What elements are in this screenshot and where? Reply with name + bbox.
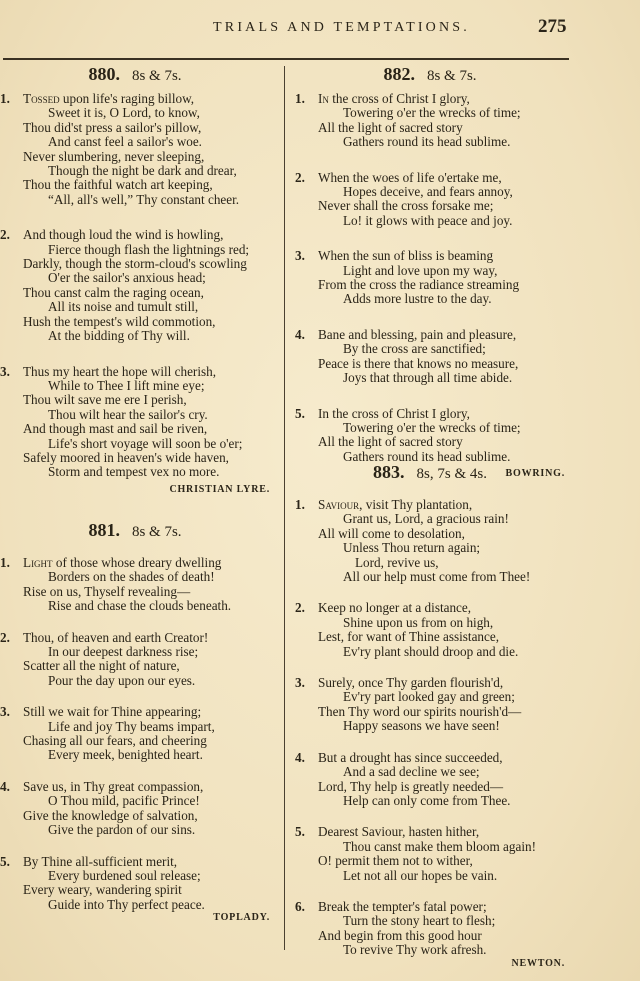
verse-line <box>0 705 270 719</box>
verse-line: Thou wilt hear the sailor's cry. <box>48 406 208 422</box>
verse-line: All the light of sacred story <box>318 434 463 450</box>
hymn-author: TOPLADY. <box>213 912 270 924</box>
line-text: Break the tempter's fatal power; <box>318 898 487 914</box>
hymn-author: CHRISTIAN LYRE. <box>169 483 270 495</box>
verse-number: 3. <box>295 248 305 264</box>
line-text: Tossed upon life's raging billow, <box>23 91 195 106</box>
verse-line: Every meek, benighted heart. <box>48 747 203 763</box>
verse <box>295 249 565 307</box>
verse <box>0 92 270 207</box>
verse-line: Ev'ry plant should droop and die. <box>343 643 519 659</box>
line-text: In the cross of Christ I glory, <box>318 405 470 421</box>
verse-line: Life's short voyage will soon be o'er; <box>48 435 243 451</box>
verse <box>295 825 565 883</box>
verse-line: Thou canst calm the raging ocean, <box>23 284 204 300</box>
verse-number: 1. <box>295 91 305 106</box>
line-text: Light of those whose dreary dwelling <box>23 555 222 570</box>
verse-line: Gathers round its head sublime. <box>343 134 511 150</box>
hymn-meter: 8s & 7s. <box>426 68 477 84</box>
hymn-number: 883. <box>373 462 405 482</box>
verse-line: Ev'ry part looked gay and green; <box>343 689 515 705</box>
verse-line <box>295 900 565 914</box>
verse <box>0 855 270 913</box>
verse-line: At the bidding of Thy will. <box>48 328 190 344</box>
column-divider <box>284 66 285 950</box>
verse-line: Pour the day upon our eyes. <box>48 672 196 688</box>
verse-line: To revive Thy work afresh. <box>343 942 487 958</box>
verse-number: 5. <box>295 824 305 840</box>
verse <box>0 631 270 689</box>
line-text: Keep no longer at a distance, <box>318 600 472 616</box>
verse-line: Light and love upon my way, <box>343 262 498 278</box>
verse-line: Shine upon us from on high, <box>343 614 494 630</box>
verse-line: Lest, for want of Thine assistance, <box>318 629 500 645</box>
verse-number: 5. <box>295 405 305 421</box>
verse-line: Rise and chase the clouds beneath. <box>48 598 232 614</box>
verse-line: Hopes deceive, and fears annoy, <box>343 184 513 200</box>
verse-line: Grant us, Lord, a gracious rain! <box>343 511 509 527</box>
hymn-882 <box>295 64 565 479</box>
verse <box>295 92 565 150</box>
verse-line: Borders on the shades of death! <box>48 569 215 585</box>
line-text: When the sun of bliss is beaming <box>318 248 494 264</box>
verse-line: And begin from this good hour <box>318 927 482 943</box>
verse-number: 4. <box>295 326 305 342</box>
verse <box>295 328 565 386</box>
verse-line <box>295 249 565 263</box>
verse-line <box>295 328 565 342</box>
verse-line: Thou did'st press a sailor's pillow, <box>23 119 202 135</box>
verse-number: 3. <box>0 363 10 379</box>
verse-line: O! permit them not to wither, <box>318 853 473 869</box>
line-text: Dearest Saviour, hasten hither, <box>318 824 480 840</box>
verse-line <box>0 631 270 645</box>
verse-line: All our help must come from Thee! <box>343 569 531 585</box>
verse-number: 3. <box>295 675 305 691</box>
verse <box>295 498 565 584</box>
verse-line: O Thou mild, pacific Prince! <box>48 793 200 809</box>
verse <box>0 705 270 763</box>
verse-line: Safely moored in heaven's wide haven, <box>23 449 229 465</box>
hymn-881 <box>0 520 270 923</box>
verse-line: From the cross the radiance streaming <box>318 277 520 293</box>
hymn-author: NEWTON. <box>511 957 565 969</box>
verse-number: 2. <box>295 169 305 185</box>
page-number: 275 <box>538 16 567 37</box>
verse-line <box>295 601 565 615</box>
verse-line: Peace is there that knows no measure, <box>318 355 519 371</box>
verse-line: Thou canst make them bloom again! <box>343 838 536 854</box>
verse-line: Give the pardon of our sins. <box>48 822 196 838</box>
verse-line: Every burdened soul release; <box>48 867 201 883</box>
verse-number: 6. <box>295 898 305 914</box>
verse-line: Thou wilt save me ere I perish, <box>23 392 187 408</box>
verse-line: Turn the stony heart to flesh; <box>343 913 496 929</box>
line-text: Bane and blessing, pain and pleasure, <box>318 326 517 342</box>
verse-number: 5. <box>0 853 10 869</box>
line-text: Still we wait for Thine appearing; <box>23 704 202 720</box>
verse-line: Help can only come from Thee. <box>343 792 511 808</box>
verse-line: Rise on us, Thyself revealing— <box>23 583 191 599</box>
verse <box>0 365 270 480</box>
hymn-meter: 8s, 7s & 4s. <box>416 466 487 482</box>
verse-line: Darkly, though the storm-cloud's scowling <box>23 256 247 272</box>
verse-line: Happy seasons we have seen! <box>343 718 500 734</box>
verse-number: 1. <box>295 497 305 512</box>
verse-line: Lord, Thy help is greatly needed— <box>318 778 504 794</box>
line-text: Saviour, visit Thy plantation, <box>318 497 473 512</box>
verse <box>295 676 565 734</box>
verse <box>295 751 565 809</box>
verse-line: Sweet it is, O Lord, to know, <box>48 105 200 121</box>
verse-line <box>0 92 270 106</box>
verse <box>295 601 565 659</box>
verse-line: Though the night be dark and drear, <box>48 163 237 179</box>
hymn-883 <box>295 462 565 969</box>
hymn-880 <box>0 64 270 495</box>
line-text: Surely, once Thy garden flourish'd, <box>318 675 504 691</box>
line-text: Thus my heart the hope will cherish, <box>23 363 217 379</box>
verse-line <box>0 228 270 242</box>
verse-line: Unless Thou return again; <box>343 540 481 556</box>
verse-line: By the cross are sanctified; <box>343 341 486 357</box>
hymn-heading <box>0 64 270 92</box>
verse-line: Let not all our hopes be vain. <box>343 867 498 883</box>
verse-line: Chasing all our fears, and cheering <box>23 733 207 749</box>
verse-line: Life and joy Thy beams impart, <box>48 718 215 734</box>
verse-line: Towering o'er the wrecks of time; <box>343 105 521 121</box>
line-text: By Thine all-sufficient merit, <box>23 853 178 869</box>
verse-line: All its noise and tumult still, <box>48 299 199 315</box>
line-text: But a drought has since succeeded, <box>318 749 503 765</box>
line-text: Thou, of heaven and earth Creator! <box>23 629 209 645</box>
verse-number: 4. <box>295 749 305 765</box>
verse-number: 1. <box>0 91 10 106</box>
verse-line <box>0 365 270 379</box>
verse-number: 4. <box>0 778 10 794</box>
verse-line: Give the knowledge of salvation, <box>23 807 198 823</box>
hymn-number: 880. <box>88 64 120 84</box>
verse-line: Scatter all the night of nature, <box>23 658 180 674</box>
verse <box>295 171 565 229</box>
hymn-number: 882. <box>383 64 415 84</box>
verse-number: 1. <box>0 555 10 570</box>
line-text: And though loud the wind is howling, <box>23 227 224 243</box>
verse-line: And though mast and sail be riven, <box>23 421 208 437</box>
verse-line: Thou the faithful watch art keeping, <box>23 177 213 193</box>
verse-line <box>295 171 565 185</box>
verse-line: And canst feel a sailor's woe. <box>48 134 202 150</box>
hymn-meter: 8s & 7s. <box>131 524 182 540</box>
hymn-author: BOWRING. <box>505 468 565 480</box>
verse-line <box>295 92 565 106</box>
verse-line <box>295 676 565 690</box>
verse-line: Adds more lustre to the day. <box>343 291 492 307</box>
verse-line: Joys that through all time abide. <box>343 370 513 386</box>
line-text: When the woes of life o'ertake me, <box>318 169 502 185</box>
verse-line: Lo! it glows with peace and joy. <box>343 212 513 228</box>
verse-line: Never slumbering, never sleeping, <box>23 148 205 164</box>
verse-line: Lord, revive us, <box>355 554 439 570</box>
running-title: TRIALS AND TEMPTATIONS. <box>213 20 470 35</box>
verse-line <box>295 498 565 512</box>
verse <box>295 407 565 465</box>
verse-line <box>295 751 565 765</box>
verse-number: 3. <box>0 704 10 720</box>
verse-line: “All, all's well,” Thy constant cheer. <box>48 191 240 207</box>
verse <box>0 780 270 838</box>
verse-line: Towering o'er the wrecks of time; <box>343 419 521 435</box>
hymn-number: 881. <box>88 520 120 540</box>
verse-line <box>295 407 565 421</box>
verse-line: Every weary, wandering spirit <box>23 882 182 898</box>
verse-line <box>295 825 565 839</box>
verse-number: 2. <box>0 629 10 645</box>
verse-number: 2. <box>295 600 305 616</box>
line-text: In the cross of Christ I glory, <box>318 91 470 106</box>
verse-line: Gathers round its head sublime. <box>343 448 511 464</box>
header-rule <box>3 58 569 60</box>
verse-line: All the light of sacred story <box>318 119 463 135</box>
verse-line: Then Thy word our spirits nourish'd— <box>318 703 522 719</box>
verse-line: All will come to desolation, <box>318 525 465 541</box>
hymn-heading <box>0 520 270 556</box>
verse <box>0 228 270 343</box>
verse-line: Guide into Thy perfect peace. <box>48 896 205 912</box>
verse-line: Fierce though flash the lightnings red; <box>48 241 250 257</box>
verse-line: While to Thee I lift mine eye; <box>48 377 205 393</box>
hymn-meter: 8s & 7s. <box>131 68 182 84</box>
verse-line: O'er the sailor's anxious head; <box>48 270 206 286</box>
hymn-heading <box>295 462 565 498</box>
line-text: Save us, in Thy great compassion, <box>23 778 204 794</box>
verse <box>295 900 565 958</box>
verse-line <box>0 556 270 570</box>
verse-line: And a sad decline we see; <box>343 764 480 780</box>
verse-line: In our deepest darkness rise; <box>48 644 199 660</box>
verse-number: 2. <box>0 227 10 243</box>
verse-line <box>0 780 270 794</box>
verse-line: Hush the tempest's wild commotion, <box>23 313 216 329</box>
verse-line: Never shall the cross forsake me; <box>318 198 494 214</box>
hymn-heading <box>295 64 565 92</box>
verse-line: Storm and tempest vex no more. <box>48 464 220 480</box>
verse-line <box>0 855 270 869</box>
verse <box>0 556 270 614</box>
